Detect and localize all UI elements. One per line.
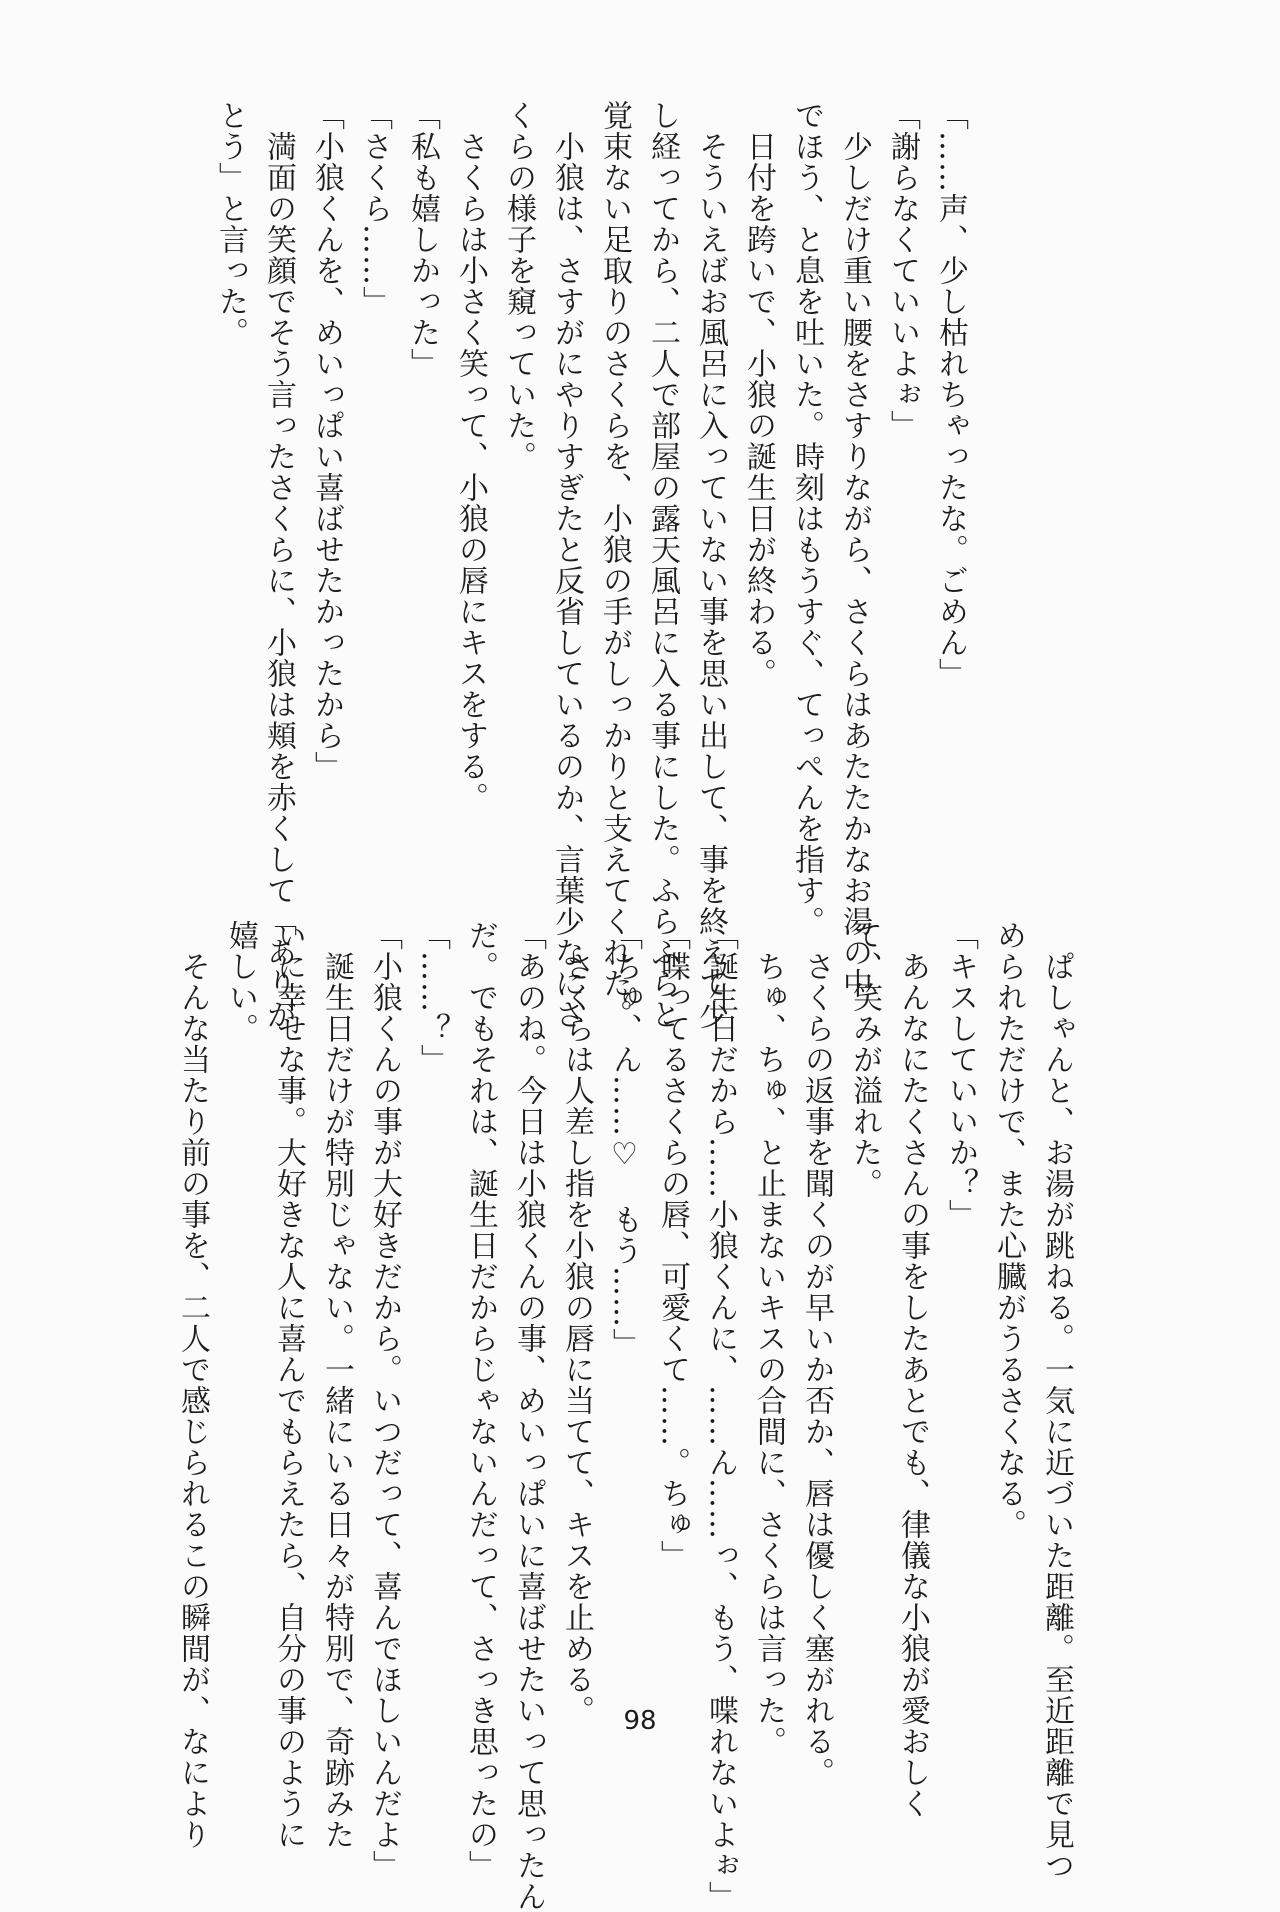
text-line: さくらの返事を聞くのが早いか否か、唇は優しく塞がれる。	[799, 920, 834, 1788]
text-line: 「小狼くんを、めいっぱい喜ばせたかったから」	[309, 100, 344, 782]
text-line: 「……？」	[415, 920, 450, 1075]
text-line: 日付を跨いで、小狼の誕生日が終わる。	[741, 100, 776, 689]
text-line: 嬉しい。	[223, 920, 258, 1044]
text-line: 「……声、少し枯れちゃったな。ごめん」	[933, 100, 968, 689]
text-line: そんな当たり前の事を、二人で感じられるこの瞬間が、なにより	[175, 920, 210, 1850]
text-line: ぱしゃんと、お湯が跳ねる。一気に近づいた距離。至近距離で見つ	[1039, 920, 1074, 1881]
text-line: くらの様子を窺っていた。	[501, 100, 536, 472]
text-line: とう」と言った。	[213, 100, 248, 348]
text-line: 誕生日だけが特別じゃない。一緒にいる日々が特別で、奇跡みた	[319, 920, 354, 1850]
text-line: さくらは小さく笑って、小狼の唇にキスをする。	[453, 100, 488, 813]
text-line: さくらは人差し指を小狼の唇に当てて、キスを止める。	[559, 920, 594, 1726]
text-line: て、笑みが溢れた。	[847, 920, 882, 1199]
text-line: だ。でもそれは、誕生日だからじゃないんだって、さっき思ったの」	[463, 920, 498, 1881]
text-line: ちゅ、ちゅ、と止まないキスの合間に、さくらは言った。	[751, 920, 786, 1757]
text-line: 「小狼くんの事が大好きだから。いつだって、喜んでほしいんだよ」	[367, 920, 402, 1881]
text-line: 「誕生日だから……小狼くんに、……ん……っ、もう、喋れないよぉ」	[703, 920, 738, 1912]
text-line: いに幸せな事。大好きな人に喜んでもらえたら、自分の事のように	[271, 920, 306, 1850]
text-line: 覚束ない足取りのさくらを、小狼の手がしっかりと支えてくれた。	[597, 100, 632, 1030]
text-line: められただけで、また心臓がうるさくなる。	[991, 920, 1026, 1540]
text-line: でほう、と息を吐いた。時刻はもうすぐ、てっぺんを指す。	[789, 100, 824, 937]
text-line: そういえばお風呂に入っていない事を思い出して、事を終えて少	[693, 100, 728, 1030]
text-line: 「私も嬉しかった」	[405, 100, 440, 379]
text-line: 小狼は、さすがにやりすぎたと反省しているのか、言葉少なにさ	[549, 100, 584, 1030]
text-line: 「あのね。今日は小狼くんの事、めいっぱいに喜ばせたいって思ったん	[511, 920, 546, 1912]
text-line: 「さくら……」	[357, 100, 392, 317]
text-line: 「ちゅ、ん……♡ もう……」	[607, 920, 642, 1359]
text-line: 少しだけ重い腰をさすりながら、さくらはあたたかなお湯の中	[837, 100, 872, 999]
text-line: 「謝らなくていいよぉ」	[885, 100, 920, 441]
text-line: 「キスしていいか？」	[943, 920, 978, 1230]
text-line: あんなにたくさんの事をしたあとでも、律儀な小狼が愛おしく	[895, 920, 930, 1819]
text-line: 「喋ってるさくらの唇、可愛くて……。ちゅ」	[655, 920, 690, 1571]
text-line: し経ってから、二人で部屋の露天風呂に入る事にした。ふらふらと	[645, 100, 680, 1030]
page-number: 98	[623, 1706, 657, 1736]
text-line: 満面の笑顔でそう言ったさくらに、小狼は頬を赤くして「ありが	[261, 100, 296, 1030]
